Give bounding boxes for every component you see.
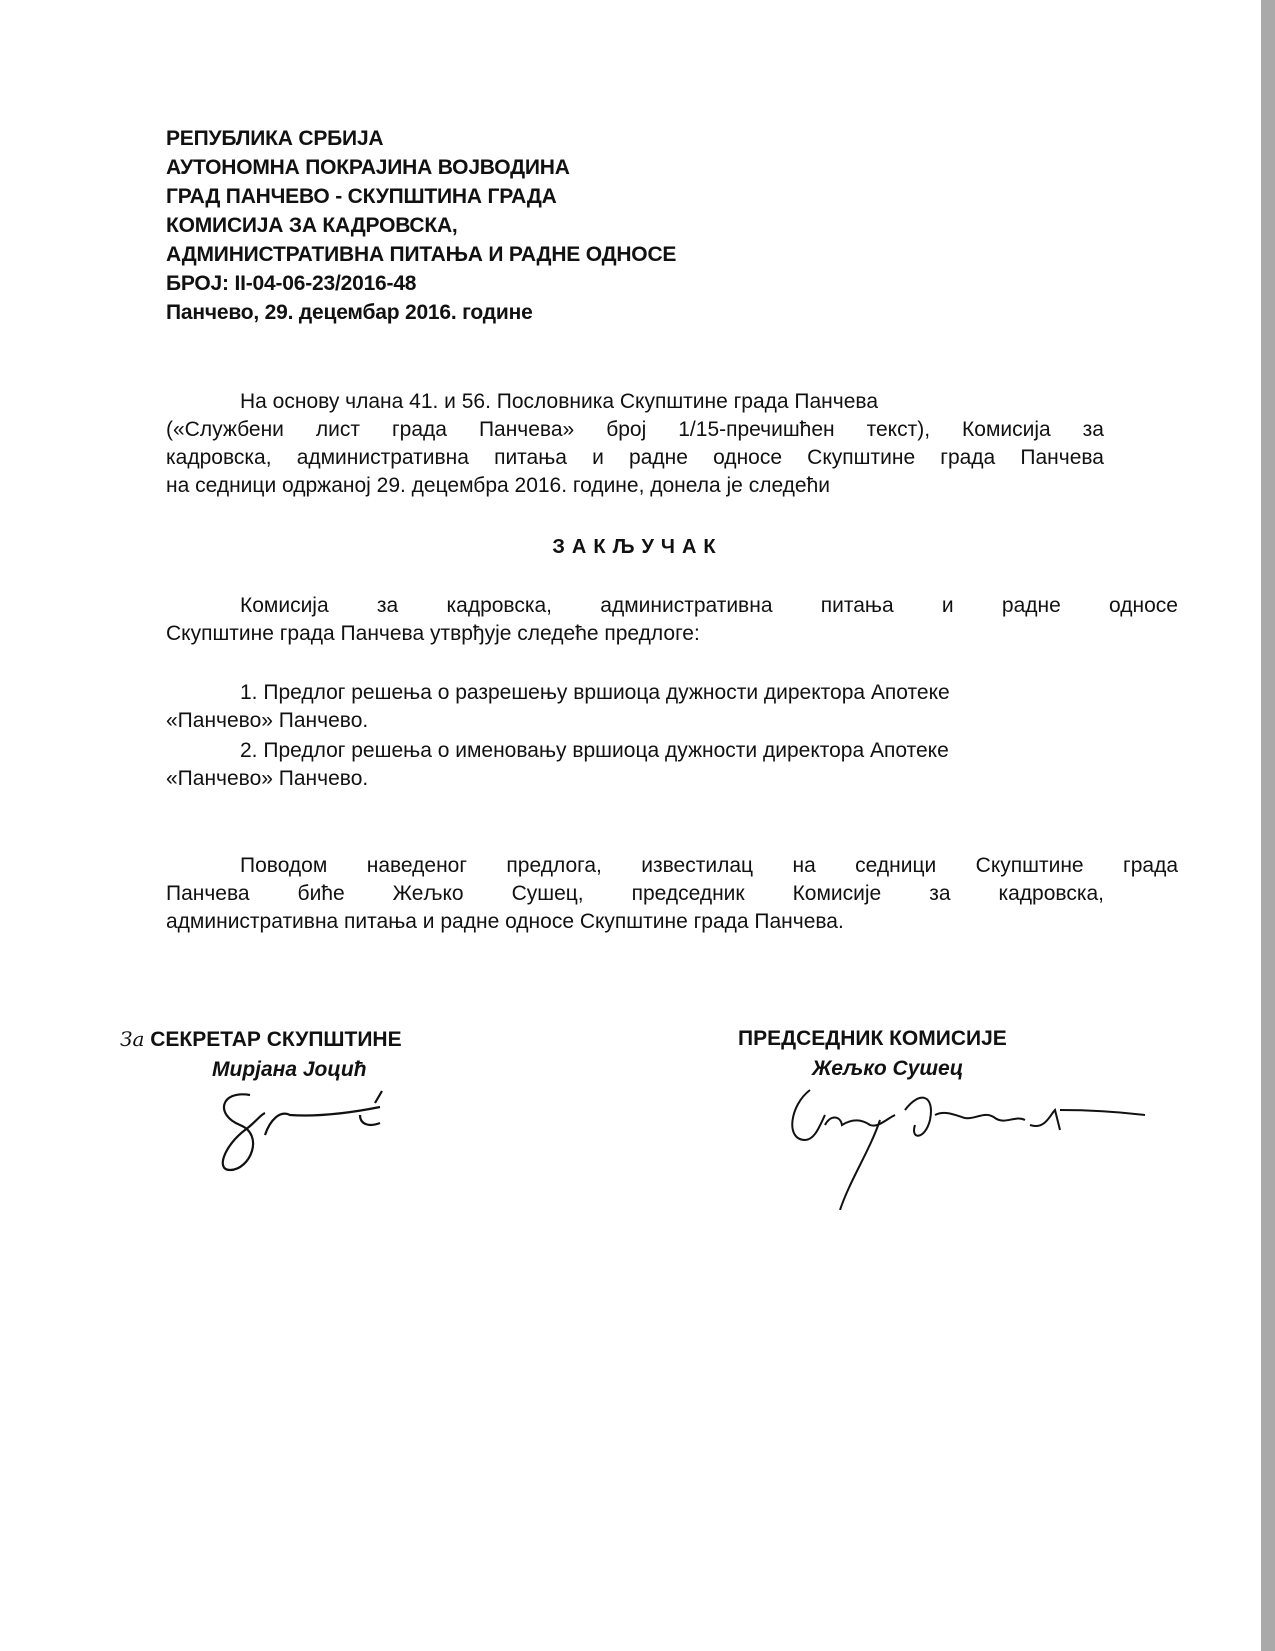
text-line: Панчева биће Жељко Сушец, председник Комисије за кадровска, [166, 882, 1104, 905]
text-line: административна питања и радне односе Скупштине града Панчева. [166, 910, 844, 933]
text-line: кадровска, административна питања и радне односе Скупштине града Панчева [166, 446, 1104, 469]
document-title: ЗАКЉУЧАК [552, 536, 723, 558]
scan-edge [1261, 0, 1275, 1651]
handwritten-prefix: За [120, 1027, 145, 1051]
list-item: 1. Предлог решења о разрешењу вршиоца дужности директора Апотеке [240, 681, 950, 704]
text-line: Комисија за кадровска, административна питања и радне односе [240, 594, 1178, 617]
text-line: Скупштине града Панчева утврђује следеће предлоге: [166, 622, 700, 645]
list-item-cont: «Панчево» Панчево. [166, 709, 369, 732]
header-line: КОМИСИЈА ЗА КАДРОВСКА, [166, 214, 458, 237]
text-line [240, 390, 1104, 414]
text-line: на седници одржаној 29. децембра 2016. године, донела је следећи [166, 474, 831, 497]
document-number: БРОЈ: II-04-06-23/2016-48 [166, 272, 417, 295]
text: На основу члана 41. и 56. Пословника Скупштине града Панчева [240, 390, 878, 413]
header-line: ГРАД ПАНЧЕВО - СКУПШТИНА ГРАДА [166, 185, 557, 208]
signatory-name: Жељко Сушец [812, 1057, 964, 1080]
document-date: Панчево, 29. децембар 2016. године [166, 301, 533, 324]
text-line: Поводом наведеног предлога, известилац на седници Скупштине града [240, 854, 1178, 877]
list-item-cont: «Панчево» Панчево. [166, 767, 369, 790]
signatory-role: СЕКРЕТАР СКУПШТИНЕ [150, 1028, 402, 1051]
list-item: 2. Предлог решења о именовању вршиоца дужности директора Апотеке [240, 739, 949, 762]
signatory-role: ПРЕДСЕДНИК КОМИСИЈЕ [738, 1027, 1007, 1050]
text-line: («Службени лист града Панчева» број 1/15-пречишћен текст), Комисија за [166, 418, 1104, 441]
document-header [166, 124, 676, 327]
header-line: РЕПУБЛИКА СРБИЈА [166, 127, 384, 150]
header-line: АУТОНОМНА ПОКРАЈИНА ВОЈВОДИНА [166, 156, 570, 179]
handwritten-signature-right [770, 1070, 1150, 1210]
signatory-name: Мирјана Јоцић [212, 1058, 367, 1081]
header-line: АДМИНИСТРАТИВНА ПИТАЊА И РАДНЕ ОДНОСЕ [166, 243, 677, 266]
handwritten-signature-left [210, 1085, 410, 1175]
signature-block-secretary [120, 1027, 402, 1082]
